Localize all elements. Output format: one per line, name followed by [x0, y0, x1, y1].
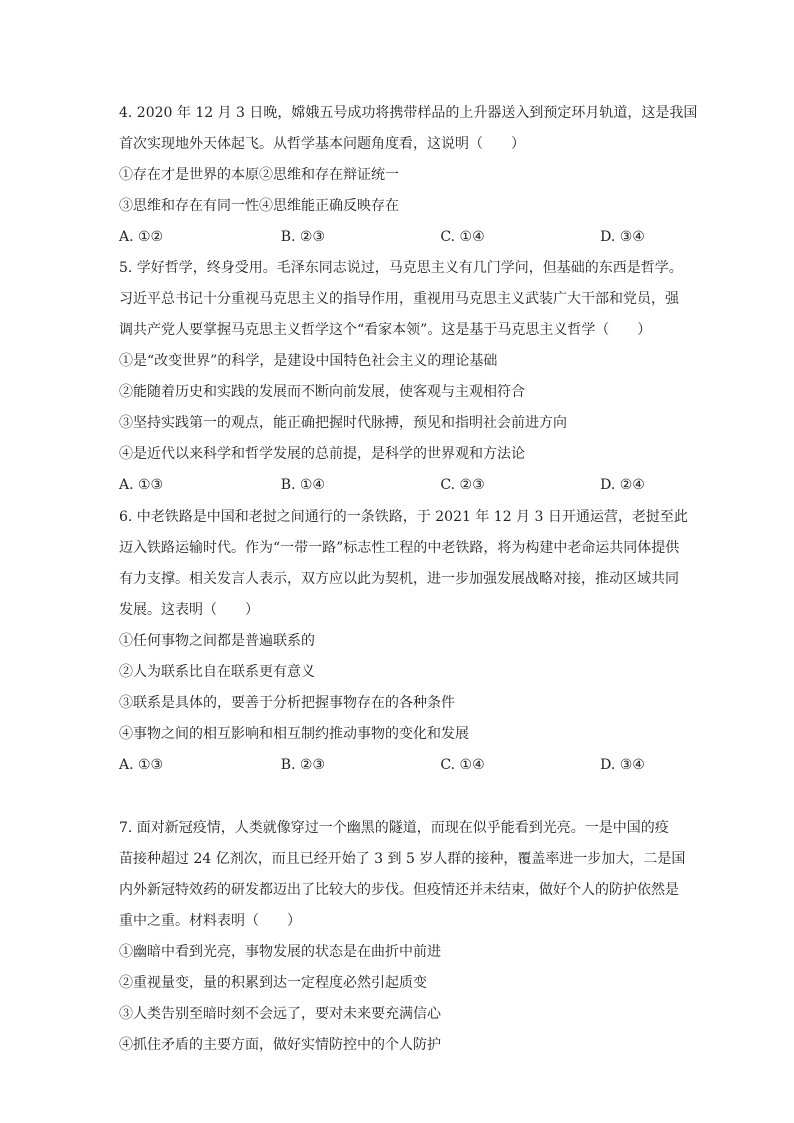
option-b[interactable]: B. ②③	[280, 757, 325, 773]
statement-line: ④事物之间的相互影响和相互制约推动事物的变化和发展	[119, 726, 469, 742]
question-stem-line: 迈入铁路运输时代。作为“一带一路”标志性工程的中老铁路，将为构建中老命运共同体提供	[119, 540, 680, 556]
statement-line: ④抓住矛盾的主要方面，做好实情防控中的个人防护	[119, 1037, 441, 1053]
question-stem-line: 7. 面对新冠疫情，人类就像穿过一个幽黑的隧道，而现在似乎能看到光亮。一是中国的疫	[119, 820, 669, 836]
answer-options	[119, 470, 679, 501]
question-stem-line: 习近平总书记十分重视马克思主义的指导作用，重视用马克思主义武装广大干部和党员，强	[119, 291, 679, 307]
question-stem-line: 调共产党人要掌握马克思主义哲学这个“看家本领”。这是基于马克思主义哲学（ ）	[119, 322, 652, 338]
question-stem-line: 有力支撑。相关发言人表示，双方应以此为契机，进一步加强发展战略对接，推动区域共同	[119, 571, 679, 587]
statement-line: ④是近代以来科学和哲学发展的总前提，是科学的世界观和方法论	[119, 446, 525, 462]
answer-options	[119, 222, 679, 253]
statement-line: ③人类告别至暗时刻不会远了，要对未来要充满信心	[119, 1006, 441, 1022]
statement-line: ②重视量变，量的积累到达一定程度必然引起质变	[119, 975, 427, 991]
option-b[interactable]: B. ②③	[280, 229, 325, 245]
question-stem-line: 首次实现地外天体起飞。从哲学基本问题角度看，这说明（ ）	[119, 136, 525, 152]
question-5	[119, 253, 683, 501]
statement-line: ①幽暗中看到光亮，事物发展的状态是在曲折中前进	[119, 944, 441, 960]
statement-line: ①是“改变世界”的科学，是建设中国特色社会主义的理论基础	[119, 353, 498, 369]
question-stem-line: 重中之重。材料表明（ ）	[119, 913, 301, 929]
question-7	[119, 813, 686, 1061]
option-d[interactable]: D. ③④	[600, 229, 645, 245]
statement-line: ③联系是具体的，要善于分析把握事物存在的各种条件	[119, 695, 455, 711]
option-d[interactable]: D. ③④	[600, 757, 645, 773]
question-6	[119, 502, 688, 781]
statement-line: ①任何事物之间都是普遍联系的	[119, 633, 315, 649]
question-stem-line: 6. 中老铁路是中国和老挝之间通行的一条铁路，于 2021 年 12 月 3 日开通运营，老挝至此	[119, 509, 688, 525]
option-a[interactable]: A. ①②	[119, 229, 164, 245]
question-stem-line: 4. 2020 年 12 月 3 日晚，嫦娥五号成功将携带样品的上升器送入到预定环月轨道，这是我国	[119, 105, 698, 121]
statement-line: ②人为联系比自在联系更有意义	[119, 664, 315, 680]
option-c[interactable]: C. ②③	[440, 477, 485, 493]
question-stem-line: 5. 学好哲学，终身受用。毛泽东同志说过，马克思主义有几门学问，但基础的东西是哲学。	[119, 260, 683, 276]
option-a[interactable]: A. ①③	[119, 757, 164, 773]
option-c[interactable]: C. ①④	[440, 229, 485, 245]
question-4	[119, 98, 698, 253]
question-stem-line: 苗接种超过 24 亿剂次，而且已经开始了 3 到 5 岁人群的接种，覆盖率进一步加大，二是国	[119, 851, 686, 867]
statement-line: ②能随着历史和实践的发展而不断向前发展，使客观与主观相符合	[119, 384, 525, 400]
statement-line: ③坚持实践第一的观点，能正确把握时代脉搏，预见和指明社会前进方向	[119, 415, 567, 431]
question-stem-line: 发展。这表明（ ）	[119, 602, 259, 618]
answer-options	[119, 750, 679, 781]
option-d[interactable]: D. ②④	[600, 477, 645, 493]
question-stem-line: 内外新冠特效药的研发都迈出了比较大的步伐。但疫情还并未结束，做好个人的防护依然是	[119, 882, 679, 898]
option-c[interactable]: C. ①④	[440, 757, 485, 773]
statement-line: ③思维和存在有同一性④思维能正确反映存在	[119, 198, 399, 214]
option-a[interactable]: A. ①③	[119, 477, 164, 493]
statement-line: ①存在才是世界的本原②思维和存在辩证统一	[119, 167, 399, 183]
option-b[interactable]: B. ①④	[280, 477, 325, 493]
